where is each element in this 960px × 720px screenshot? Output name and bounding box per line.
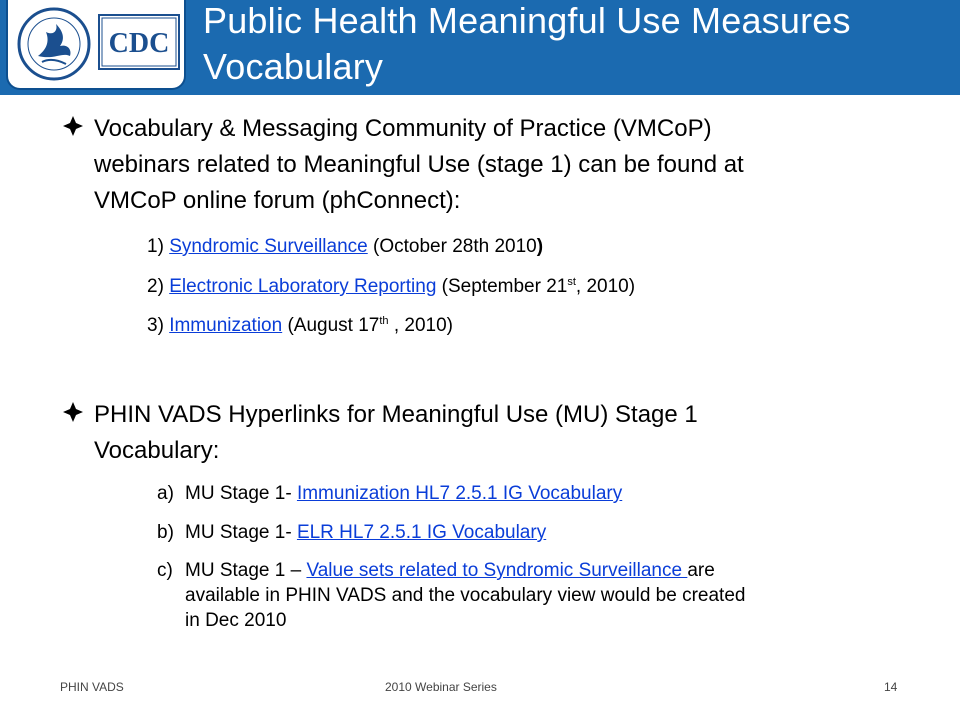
bullet-line: Vocabulary: — [94, 437, 220, 464]
diamond-bullet-icon — [62, 401, 84, 423]
webinar-item-3 — [147, 314, 453, 338]
webinar-date: (September 21 — [436, 276, 568, 297]
page-number: 14 — [884, 680, 898, 694]
mu-item-b — [157, 521, 546, 545]
bullet-line: Vocabulary & Messaging Community of Practice (VMCoP) — [94, 115, 712, 142]
mu-item-c — [157, 559, 715, 583]
date-suffix: th — [379, 315, 389, 327]
title-line-1: Public Health Meaningful Use Measures — [203, 0, 851, 41]
cdc-logo-text: CDC — [108, 28, 170, 59]
item-marker: c) — [157, 560, 173, 581]
mu-prefix: MU Stage 1- — [185, 483, 297, 504]
cdc-logo-icon — [98, 14, 180, 70]
bullet-line: PHIN VADS Hyperlinks for Meaningful Use (MU) Stage 1 — [94, 401, 698, 428]
footer-left: PHIN VADS — [60, 680, 124, 694]
immunization-hl7-vocabulary-link[interactable]: Immunization HL7 2.5.1 IG Vocabulary — [296, 483, 623, 504]
mu-item-c-continued — [185, 584, 745, 608]
bullet-phin-vads-text — [94, 397, 698, 469]
item-number: 1) — [147, 236, 170, 257]
mu-item-a — [157, 482, 622, 506]
webinar-date: (October 28th 2010 — [367, 236, 537, 257]
title-line-2: Vocabulary — [203, 46, 384, 87]
bullet-line: webinars related to Meaningful Use (stage 1) can be found at — [94, 151, 744, 178]
bullet-vmcop-text — [94, 111, 744, 219]
syndromic-surveillance-link[interactable]: Syndromic Surveillance — [169, 236, 368, 257]
webinar-date-year: , 2010) — [575, 276, 636, 297]
syndromic-value-sets-link[interactable]: Value sets related to Syndromic Surveillance — [306, 560, 688, 581]
elr-hl7-vocabulary-link[interactable]: ELR HL7 2.5.1 IG Vocabulary — [296, 522, 547, 543]
mu-prefix: MU Stage 1 – — [185, 560, 307, 581]
item-marker: b) — [157, 522, 174, 543]
page-title — [203, 0, 943, 90]
webinar-date-paren: ) — [536, 236, 544, 257]
electronic-lab-reporting-link[interactable]: Electronic Laboratory Reporting — [169, 276, 437, 297]
webinar-item-1 — [147, 235, 543, 259]
date-suffix: st — [567, 276, 576, 288]
logo-panel — [6, 0, 186, 90]
webinar-date-year: , 2010) — [388, 315, 453, 336]
mu-item-c-continued-2 — [185, 609, 286, 633]
mu-continuation: available in PHIN VADS and the vocabulary view would be created — [185, 585, 746, 606]
webinar-item-2 — [147, 275, 635, 299]
hhs-seal-icon — [16, 6, 92, 82]
immunization-link[interactable]: Immunization — [169, 315, 283, 336]
diamond-bullet-icon — [62, 115, 84, 137]
mu-suffix: are — [687, 560, 715, 581]
mu-prefix: MU Stage 1- — [185, 522, 297, 543]
footer-center: 2010 Webinar Series — [385, 680, 497, 694]
item-number: 3) — [147, 315, 170, 336]
item-marker: a) — [157, 483, 174, 504]
item-number: 2) — [147, 276, 170, 297]
bullet-line: VMCoP online forum (phConnect): — [94, 187, 461, 214]
title-banner — [0, 0, 960, 95]
webinar-date: (August 17 — [282, 315, 380, 336]
mu-continuation: in Dec 2010 — [185, 610, 287, 631]
